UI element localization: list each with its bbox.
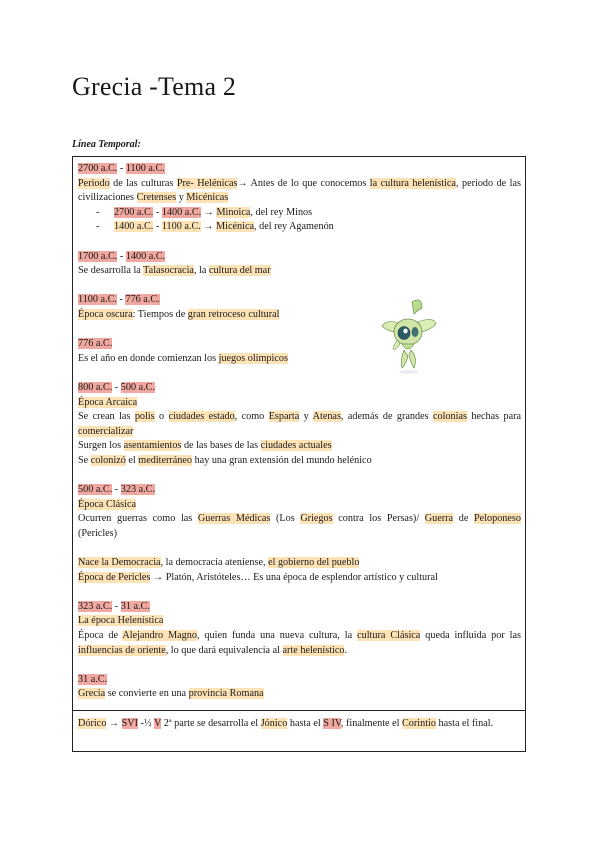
text: : Tiempos de [132, 308, 188, 320]
term: Micénicas [186, 192, 229, 204]
term: cultura del mar [208, 265, 271, 277]
date-range-start: 1100 a.C. [78, 294, 117, 306]
term: Peloponeso [474, 513, 521, 525]
date-single: 31 a.C. [78, 673, 108, 685]
term: juegos olímpicos [218, 352, 288, 364]
text: el [125, 454, 139, 466]
term: Griegos [300, 513, 333, 525]
term: Periodo [78, 177, 110, 189]
celebi-sticker-icon [378, 296, 438, 376]
date-range-start: 500 a.C. [78, 484, 113, 496]
term: influencias de oriente [78, 644, 166, 656]
term: colonizó [90, 454, 126, 466]
text: hay una gran extensión del mundo helénico [192, 454, 372, 466]
separator: - [153, 221, 162, 233]
century: SVI [121, 718, 138, 729]
term: Guerras Médicas [197, 513, 271, 525]
term: el gobierno del pueblo [268, 557, 360, 569]
date-range-start: 800 a.C. [78, 381, 113, 393]
timeline-box [72, 156, 526, 711]
text: (Pericles) [78, 527, 118, 539]
term: ciudades actuales [260, 440, 332, 452]
text: Época de [78, 630, 123, 641]
date-range-end: 323 a.C. [120, 484, 155, 496]
text: 2ª parte se desarrolla el [161, 718, 261, 729]
term: Minoica [216, 206, 251, 218]
text: (Los [270, 513, 301, 525]
date-range-start: 2700 a.C. [78, 163, 118, 174]
term: Atenas [312, 411, 341, 423]
century: S IV [323, 718, 341, 729]
date-range-start: 1400 a.C. [114, 221, 154, 233]
timeline-entry-juegos-olimpicos [78, 337, 521, 366]
text: hasta el [287, 718, 324, 729]
text: hechas para [466, 411, 522, 423]
arrow: → [106, 718, 122, 729]
text: → Antes de lo que conocemos [237, 177, 370, 189]
term: cultura Clásica [357, 630, 421, 641]
term: Guerra [424, 513, 454, 525]
term: colonias [432, 411, 467, 423]
timeline-entry-talasocracia [78, 250, 521, 279]
text: y [176, 192, 187, 204]
date-range-end: 31 a.C. [120, 600, 150, 612]
text: contra los Persas)/ [332, 513, 425, 525]
text: Surgen los [78, 440, 124, 452]
term: Micénica [216, 221, 254, 233]
text: hasta el final. [435, 718, 494, 729]
sub-item-micenica [78, 220, 521, 235]
text: . [344, 644, 348, 656]
text: -½ [138, 718, 154, 729]
separator: - [112, 484, 121, 496]
term: Pre- Helénicas [176, 177, 238, 189]
text: , del rey Agamenón [254, 221, 334, 233]
separator: - [116, 294, 126, 306]
term: arte helenístico [282, 644, 345, 656]
term: la cultura helenística [369, 177, 456, 189]
timeline-entry-provincia-romana [78, 673, 521, 702]
century: V [153, 718, 162, 729]
term: Esparta [268, 411, 300, 423]
text: o [154, 411, 169, 423]
term: ciudades estado [168, 411, 235, 423]
term: Talasocracia [143, 265, 194, 277]
term: comercializar [78, 425, 134, 437]
term: Época de Pericles [78, 571, 151, 583]
architectural-orders-box [72, 710, 526, 752]
text: de [453, 513, 474, 525]
term: Cretenses [136, 192, 177, 204]
term: Época oscura [78, 308, 133, 320]
text: , periodo de las civilizaciones [78, 177, 521, 204]
text: Se crean las [78, 411, 135, 423]
separator: - [112, 600, 121, 612]
timeline-entry-epoca-arcaica [78, 381, 521, 469]
text: , como [234, 411, 269, 423]
text: , la democracia ateniense, [160, 557, 269, 569]
arrow: → [201, 206, 217, 218]
timeline-entry-epoca-helenistica [78, 600, 521, 658]
text: Se desarrolla la [78, 265, 144, 277]
text: , quien funda una nueva cultura, la [196, 630, 358, 641]
text: de las culturas [109, 177, 177, 189]
arrow: → [200, 221, 217, 233]
date-range-start: 323 a.C. [78, 600, 113, 612]
timeline-entry-epoca-oscura [78, 293, 521, 322]
text: y [299, 411, 313, 423]
text: , finalmente el [340, 718, 403, 729]
term: gran retroceso cultural [187, 308, 280, 320]
timeline-entry-epoca-clasica [78, 483, 521, 585]
text: Se [78, 454, 91, 466]
epoch-name: La época Helenística [78, 615, 164, 627]
text: queda influida por las [420, 630, 521, 641]
timeline-entry-prehellenic [78, 162, 521, 235]
text: , del rey Minos [250, 206, 313, 218]
separator: - [117, 163, 126, 174]
date-range-end: 1100 a.C. [125, 163, 165, 174]
date-single: 776 a.C. [78, 338, 113, 350]
date-range-end: 500 a.C. [120, 381, 155, 393]
separator: - [153, 206, 162, 218]
text: se convierte en una [105, 688, 189, 700]
separator: - [112, 381, 121, 393]
term: Alejandro Magno [122, 630, 197, 641]
bullet-dash: - [96, 206, 100, 218]
term: Jónico [260, 718, 288, 729]
date-range-end: 1100 a.C. [161, 221, 201, 233]
term: polis [134, 411, 155, 423]
date-range-end: 1400 a.C. [125, 250, 166, 262]
bullet-dash: - [96, 221, 100, 233]
text: → Platón, Aristóteles… Es una época de esplendor artístico y cultural [150, 571, 438, 583]
sub-item-minoica [78, 206, 521, 221]
term: mediterráneo [138, 454, 193, 466]
date-range-end: 1400 a.C. [161, 206, 202, 218]
term: Nace la Democracia [78, 557, 161, 569]
separator: - [117, 250, 126, 262]
date-range-end: 776 a.C. [125, 294, 160, 306]
term: Dórico [78, 718, 107, 729]
section-label: Línea Temporal: [72, 139, 141, 150]
text: Es el año en donde comienzan los [78, 352, 219, 364]
text: , además de grandes [340, 411, 433, 423]
document-title: Grecia -Tema 2 [72, 72, 237, 101]
date-range-start: 1700 a.C. [78, 250, 118, 262]
term: Corintio [402, 718, 436, 729]
date-range-start: 2700 a.C. [114, 206, 154, 218]
epoch-name: Época Arcaica [78, 396, 138, 408]
text: , la [193, 265, 209, 277]
term: asentamientos [123, 440, 182, 452]
term: provincia Romana [188, 688, 264, 700]
text: de las bases de las [181, 440, 261, 452]
term: Grecia [78, 688, 106, 700]
text: Ocurren guerras como las [78, 513, 198, 525]
epoch-name: Época Clásica [78, 498, 136, 510]
text: , lo que dará equivalencia al [165, 644, 283, 656]
